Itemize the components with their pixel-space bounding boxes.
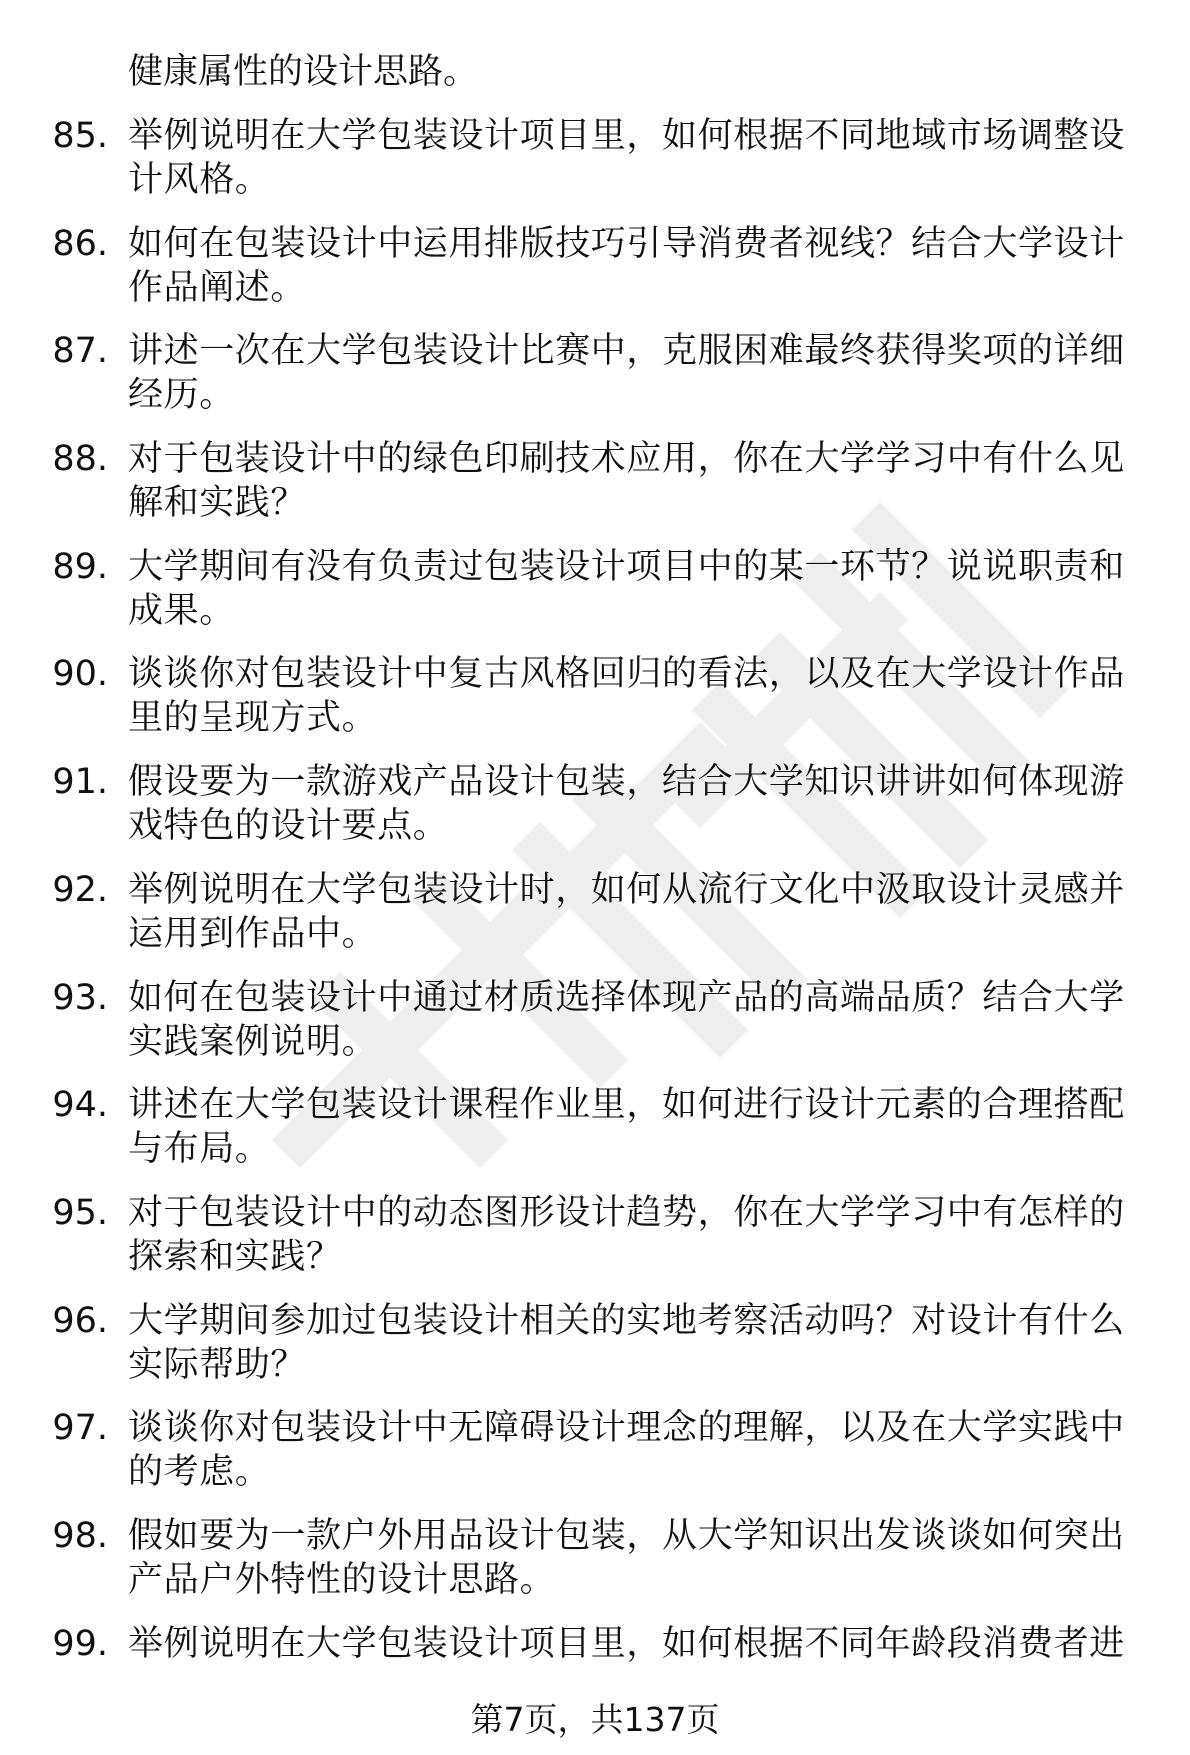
- item-text: 谈谈你对包装设计中无障碍设计理念的理解，以及在大学实践中的考虑。: [128, 1408, 1125, 1493]
- list-item: [0, 868, 1190, 976]
- item-text: 举例说明在大学包装设计时，如何从流行文化中汲取设计灵感并运用到作品中。: [128, 869, 1125, 954]
- item-text: 对于包装设计中的动态图形设计趋势，你在大学学习中有怎样的探索和实践？: [128, 1192, 1125, 1277]
- item-text: 大学期间参加过包装设计相关的实地考察活动吗？对设计有什么实际帮助？: [128, 1300, 1125, 1385]
- item-number: 89.: [52, 546, 108, 587]
- item-text: 假设要为一款游戏产品设计包装，结合大学知识讲讲如何体现游戏特色的设计要点。: [128, 762, 1125, 847]
- item-text: 讲述一次在大学包装设计比赛中，克服困难最终获得奖项的详细经历。: [128, 331, 1125, 416]
- list-item: [0, 976, 1190, 1084]
- item-number: 98.: [52, 1515, 108, 1556]
- list-item: [0, 1299, 1190, 1407]
- item-number: 99.: [52, 1623, 108, 1664]
- item-number: 92.: [52, 869, 108, 910]
- list-item: [0, 652, 1190, 760]
- item-text: 如何在包装设计中运用排版技巧引导消费者视线？结合大学设计作品阐述。: [128, 223, 1125, 308]
- item-number: 88.: [52, 439, 108, 480]
- list-item: [0, 1191, 1190, 1299]
- list-item: [0, 1406, 1190, 1514]
- continuation-line: 健康属性的设计思路。: [128, 52, 479, 92]
- item-number: 91.: [52, 762, 108, 803]
- item-text: 讲述在大学包装设计课程作业里，如何进行设计元素的合理搭配与布局。: [128, 1085, 1125, 1170]
- item-number: 85.: [52, 116, 108, 156]
- item-text: 举例说明在大学包装设计项目里，如何根据不同地域市场调整设计风格。: [128, 116, 1125, 200]
- list-item: [0, 114, 1190, 222]
- list-item: [0, 760, 1190, 868]
- list-item: [0, 1083, 1190, 1191]
- item-number: 95.: [52, 1192, 108, 1233]
- question-list: [0, 114, 1190, 1729]
- item-number: 90.: [52, 654, 108, 695]
- list-item: [0, 222, 1190, 330]
- item-text: 谈谈你对包装设计中复古风格回归的看法，以及在大学设计作品里的呈现方式。: [128, 654, 1125, 739]
- item-text: 举例说明在大学包装设计项目里，如何根据不同年龄段消费者进: [128, 1623, 1125, 1664]
- list-item: [0, 545, 1190, 653]
- item-number: 86.: [52, 223, 108, 264]
- item-number: 96.: [52, 1300, 108, 1341]
- item-text: 如何在包装设计中通过材质选择体现产品的高端品质？结合大学实践案例说明。: [128, 977, 1125, 1062]
- item-number: 87.: [52, 331, 108, 372]
- item-text: 假如要为一款户外用品设计包装，从大学知识出发谈谈如何突出产品户外特性的设计思路。: [128, 1515, 1125, 1600]
- list-item: [0, 1514, 1190, 1622]
- item-number: 97.: [52, 1408, 108, 1449]
- item-number: 94.: [52, 1085, 108, 1126]
- page-footer: 第7页，共137页: [470, 1700, 720, 1739]
- item-number: 93.: [52, 977, 108, 1018]
- item-text: 大学期间有没有负责过包装设计项目中的某一环节？说说职责和成果。: [128, 546, 1125, 631]
- list-item: [0, 437, 1190, 545]
- list-item: [0, 329, 1190, 437]
- item-text: 对于包装设计中的绿色印刷技术应用，你在大学学习中有什么见解和实践？: [128, 439, 1125, 524]
